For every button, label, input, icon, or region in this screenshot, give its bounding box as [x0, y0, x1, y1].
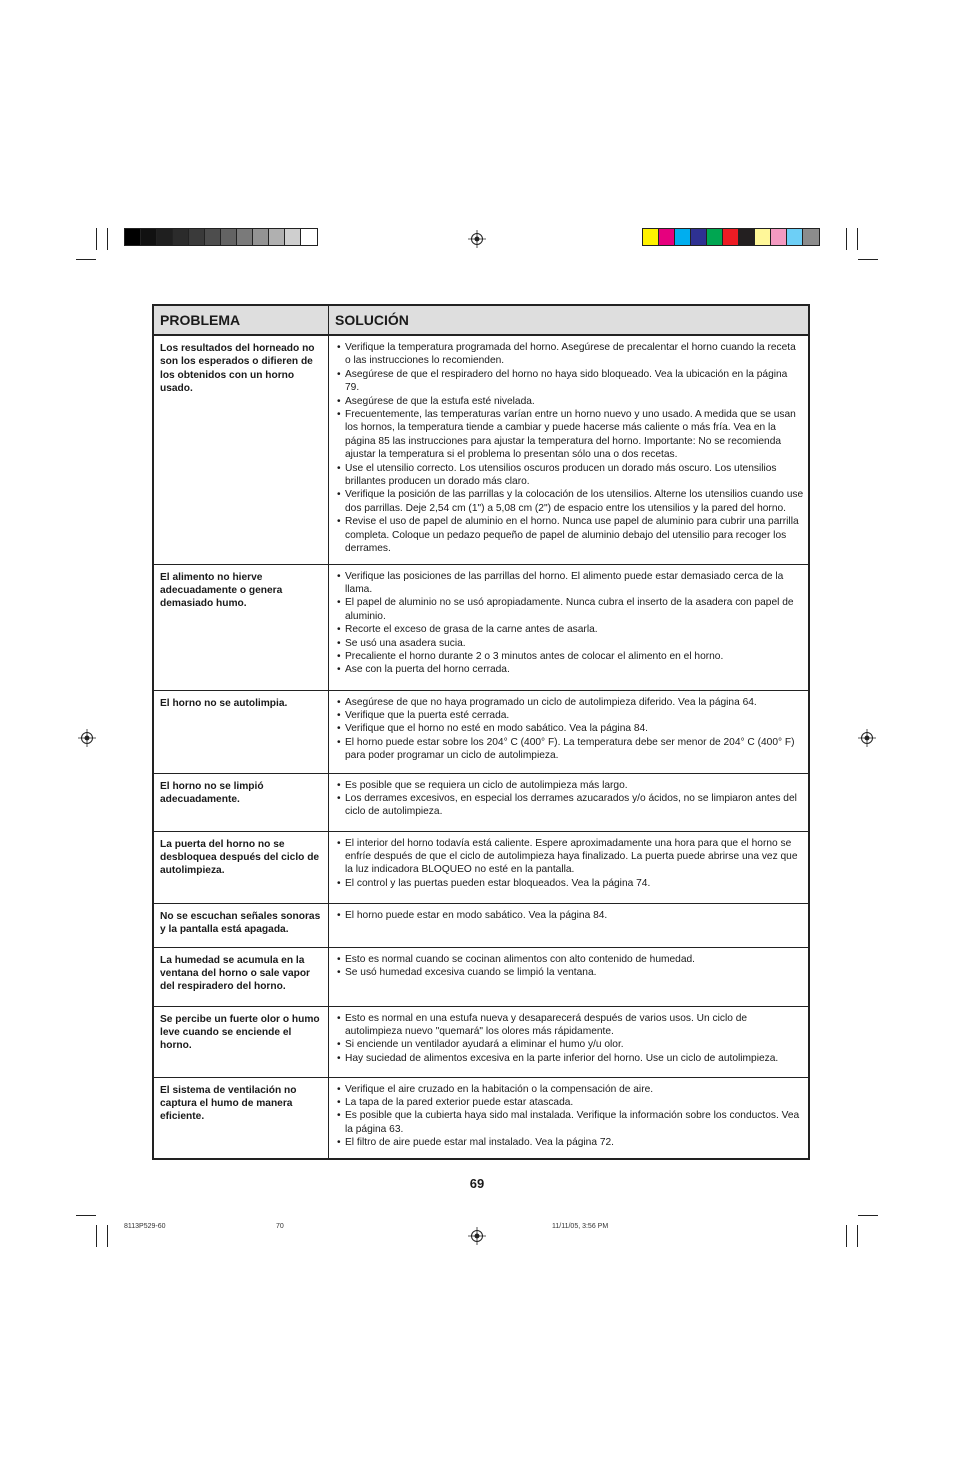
solution-list [333, 341, 804, 556]
crop-mark-bl-v2 [107, 1225, 108, 1247]
list-item: • El papel de aluminio no se usó apropiadamente. Nunca cubra el inserto de la asadera con papel de aluminio. [333, 596, 804, 623]
gray-swatch [125, 229, 141, 245]
list-item: • Asegúrese de que no haya programado un ciclo de autolimpieza diferido. Vea la página 64. [333, 696, 804, 709]
list-item: • El horno puede estar en modo sabático. Vea la página 84. [333, 909, 804, 922]
solution-list [333, 953, 804, 980]
list-item: • Es posible que la cubierta haya sido mal instalada. Verifique la información sobre los conductos. Vea la página 63. [333, 1109, 804, 1136]
footer-code: 8113P529-60 [124, 1223, 166, 1230]
problem-cell: No se escuchan señales sonoras y la pantalla está apagada. [153, 903, 329, 947]
crop-mark-br-v2 [857, 1225, 858, 1247]
list-item: • Verifique el aire cruzado en la habitación o la compensación de aire. [333, 1083, 804, 1096]
problem-column-header: PROBLEMA [153, 305, 329, 335]
crop-mark-bl-h [76, 1215, 96, 1216]
list-item: • Si enciende un ventilador ayudará a eliminar el humo y/u olor. [333, 1038, 804, 1051]
crop-mark-br-v [846, 1225, 847, 1247]
list-item: • Verifique que el horno no esté en modo sabático. Vea la página 84. [333, 722, 804, 735]
gray-swatch [237, 229, 253, 245]
problem-cell: El alimento no hierve adecuadamente o genera demasiado humo. [153, 564, 329, 690]
registration-mark-top-icon [468, 230, 486, 248]
color-swatch [659, 229, 675, 245]
list-item: • El filtro de aire puede estar mal instalado. Vea la página 72. [333, 1136, 804, 1149]
table-row [153, 335, 809, 564]
crop-mark-tl-h [76, 259, 96, 260]
gray-swatch [221, 229, 237, 245]
table-row [153, 947, 809, 1006]
solution-cell [329, 564, 810, 690]
solution-cell [329, 335, 810, 564]
solution-list [333, 1012, 804, 1066]
solution-list [333, 779, 804, 819]
crop-mark-tl-v2 [107, 228, 108, 250]
table-body [153, 335, 809, 1159]
footer-sheet: 70 [276, 1223, 284, 1230]
table-row [153, 564, 809, 690]
list-item: • Verifique que la puerta esté cerrada. [333, 709, 804, 722]
list-item: • Verifique la temperatura programada del horno. Asegúrese de precalentar el horno cuando la receta o las instrucciones lo recomienden. [333, 341, 804, 368]
crop-mark-tr-v [846, 228, 847, 250]
table-header-row [153, 305, 809, 335]
process-color-bar [642, 228, 820, 246]
table-row [153, 690, 809, 773]
list-item: • El horno puede estar sobre los 204° C (400° F). La temperatura debe ser menor de 204° C (400° F) para poder programar un ciclo de autolimpieza. [333, 736, 804, 763]
list-item: • Esto es normal cuando se cocinan alimentos con alto contenido de humedad. [333, 953, 804, 966]
list-item: • El interior del horno todavía está caliente. Espere aproximadamente una hora para que el horno se enfríe después de que el ciclo de autolimpieza haya finalizado. La puerta puede abrirse una vez que la luz indicadora BLOQUEO no esté en la pantalla. [333, 837, 804, 877]
problem-cell: El sistema de ventilación no captura el humo de manera eficiente. [153, 1077, 329, 1159]
list-item: • La tapa de la pared exterior puede estar atascada. [333, 1096, 804, 1109]
crop-mark-bl-v [96, 1225, 97, 1247]
list-item: • Frecuentemente, las temperaturas varían entre un horno nuevo y uno usado. A medida que se usan los hornos, la temperatura tiende a cambiar y puede hacerse más caliente o más fría. Vea en la página 85 las instrucciones para ajustar la temperatura del horno. Importante: No se recomienda ajustar la temperatura si el problema lo presentan sólo una o dos recetas. [333, 408, 804, 462]
solution-cell [329, 1077, 810, 1159]
solution-list [333, 1083, 804, 1150]
gray-swatch [157, 229, 173, 245]
problem-cell: El horno no se limpió adecuadamente. [153, 773, 329, 831]
color-swatch [643, 229, 659, 245]
table-row [153, 903, 809, 947]
color-swatch [755, 229, 771, 245]
registration-mark-bottom-icon [468, 1227, 486, 1245]
color-swatch [707, 229, 723, 245]
solution-list [333, 909, 804, 922]
color-swatch [771, 229, 787, 245]
solution-list [333, 570, 804, 677]
table-row [153, 831, 809, 903]
list-item: • El control y las puertas pueden estar bloqueados. Vea la página 74. [333, 877, 804, 890]
list-item: • Revise el uso de papel de aluminio en el horno. Nunca use papel de aluminio para cubrir una parrilla completa. Coloque un pedazo pequeño de papel de aluminio debajo del utensilio para recoger los derrames. [333, 515, 804, 555]
problem-cell: La puerta del horno no se desbloquea después del ciclo de autolimpieza. [153, 831, 329, 903]
gray-swatch [301, 229, 317, 245]
problem-cell: Los resultados del horneado no son los esperados o difieren de los obtenidos con un horno usado. [153, 335, 329, 564]
list-item: • Se usó una asadera sucia. [333, 637, 804, 650]
crop-mark-tl-v [96, 228, 97, 250]
gray-swatch [189, 229, 205, 245]
list-item: • Hay suciedad de alimentos excesiva en la parte inferior del horno. Use un ciclo de autolimpieza. [333, 1052, 804, 1065]
gray-swatch [285, 229, 301, 245]
footer-timestamp: 11/11/05, 3:56 PM [552, 1223, 609, 1230]
color-swatch [739, 229, 755, 245]
page-number: 69 [469, 1176, 485, 1191]
gray-swatch [205, 229, 221, 245]
crop-mark-br-h [858, 1215, 878, 1216]
table-row [153, 773, 809, 831]
list-item: • Recorte el exceso de grasa de la carne antes de asarla. [333, 623, 804, 636]
crop-mark-tr-v2 [857, 228, 858, 250]
gray-swatch [269, 229, 285, 245]
color-swatch [691, 229, 707, 245]
grayscale-color-bar [124, 228, 318, 246]
registration-mark-left-icon [78, 729, 96, 747]
list-item: • Precaliente el horno durante 2 o 3 minutos antes de colocar el alimento en el horno. [333, 650, 804, 663]
solution-column-header: SOLUCIÓN [329, 305, 810, 335]
problem-cell: El horno no se autolimpia. [153, 690, 329, 773]
table-row [153, 1006, 809, 1077]
problem-cell: Se percibe un fuerte olor o humo leve cuando se enciende el horno. [153, 1006, 329, 1077]
list-item: • Asegúrese de que el respiradero del horno no haya sido bloqueado. Vea la ubicación en la página 79. [333, 368, 804, 395]
gray-swatch [253, 229, 269, 245]
troubleshooting-table [152, 304, 810, 1160]
problem-cell: La humedad se acumula en la ventana del horno o sale vapor del respiradero del horno. [153, 947, 329, 1006]
solution-cell [329, 947, 810, 1006]
list-item: • Verifique las posiciones de las parrillas del horno. El alimento puede estar demasiado cerca de la llama. [333, 570, 804, 597]
crop-mark-tr-h [858, 259, 878, 260]
solution-cell [329, 690, 810, 773]
list-item: • Es posible que se requiera un ciclo de autolimpieza más largo. [333, 779, 804, 792]
solution-cell [329, 1006, 810, 1077]
list-item: • Esto es normal en una estufa nueva y desaparecerá después de varios usos. Un ciclo de autolimpieza nuevo "quemará" los olores más rápidamente. [333, 1012, 804, 1039]
color-swatch [787, 229, 803, 245]
list-item: • Asegúrese de que la estufa esté nivelada. [333, 395, 804, 408]
gray-swatch [173, 229, 189, 245]
registration-mark-right-icon [858, 729, 876, 747]
list-item: • Use el utensilio correcto. Los utensilios oscuros producen un dorado más oscuro. Los utensilios brillantes producen un dorado más claro. [333, 462, 804, 489]
color-swatch [723, 229, 739, 245]
solution-list [333, 696, 804, 763]
solution-cell [329, 831, 810, 903]
gray-swatch [141, 229, 157, 245]
list-item: • Verifique la posición de las parrillas y la colocación de los utensilios. Alterne los utensilios cuando use dos parrillas. Deje 2,54 cm (1") a 5,08 cm (2") de espacio entre los utensilios y la pared del horno. [333, 488, 804, 515]
solution-list [333, 837, 804, 891]
list-item: • Se usó humedad excesiva cuando se limpió la ventana. [333, 966, 804, 979]
solution-cell [329, 773, 810, 831]
list-item: • Los derrames excesivos, en especial los derrames azucarados y/o ácidos, no se limpiaron antes del ciclo de autolimpieza. [333, 792, 804, 819]
color-swatch [803, 229, 819, 245]
color-swatch [675, 229, 691, 245]
solution-cell [329, 903, 810, 947]
list-item: • Ase con la puerta del horno cerrada. [333, 663, 804, 676]
table-row [153, 1077, 809, 1159]
